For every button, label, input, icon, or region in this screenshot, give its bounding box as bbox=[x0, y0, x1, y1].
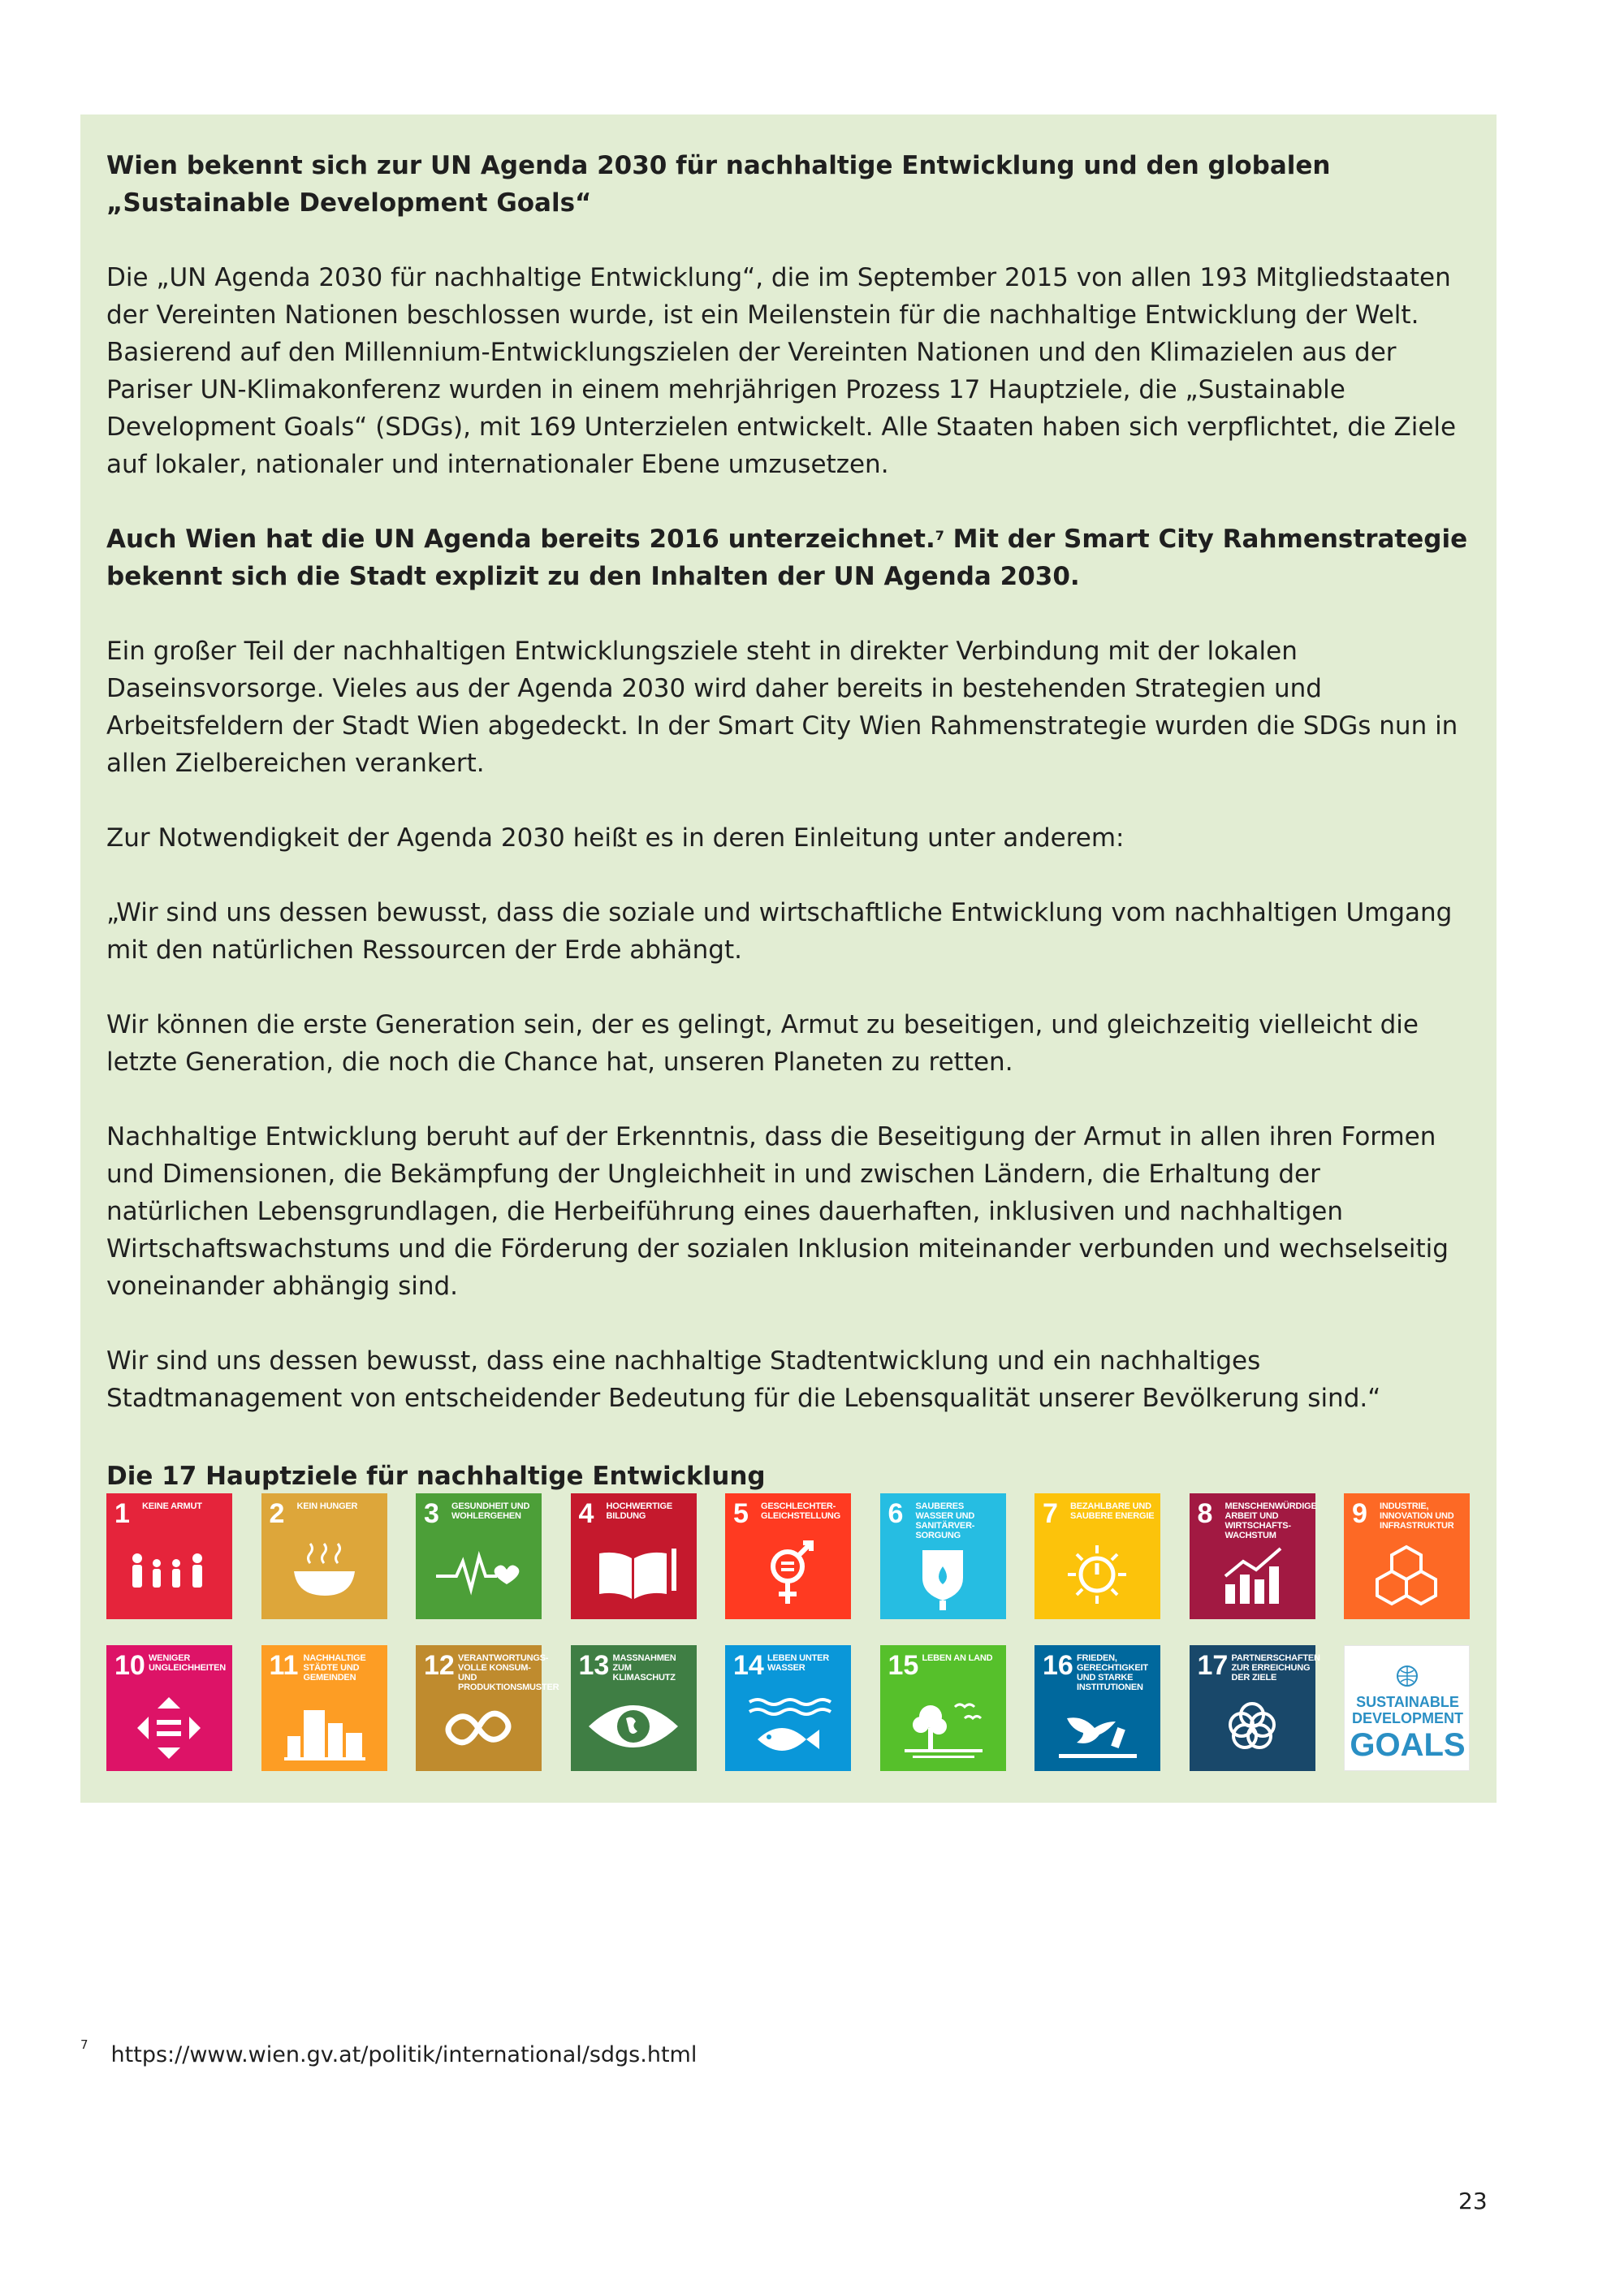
book-icon bbox=[571, 1534, 697, 1615]
sdg-label: LEBEN AN LAND bbox=[922, 1653, 993, 1663]
sdg-tile-16 bbox=[1034, 1645, 1160, 1771]
quote-paragraph-1: „Wir sind uns dessen bewusst, dass die soziale und wirtschaftliche Entwicklung vom nachhaltigen Umgang mit den natürlichen Ressourcen der Erde abhängt. bbox=[106, 898, 1453, 965]
sdg-label: MASSNAHMEN ZUM KLIMASCHUTZ bbox=[612, 1653, 676, 1683]
quote-paragraph-3: Nachhaltige Entwicklung beruht auf der Erkenntnis, dass die Beseitigung der Armut in allen ihren Formen und Dimensionen, die Bekämpfung der Ungleichheit in und zwischen Ländern, die Erhaltung der natürlichen Lebensgrundlagen, die Herbeiführung eines dauerhaften, inklusiven und nachhaltigen Wirtschaftswachstums und die Förderung der sozialen Inklusion miteinander verbunden und wechselseitig voneinander abhängig sind. bbox=[106, 1122, 1449, 1301]
box-heading: Wien bekennt sich zur UN Agenda 2030 für nachhaltige Entwicklung und den globalen „Sustainable Development Goals“ bbox=[106, 151, 1331, 218]
sdg-number: 17 bbox=[1197, 1650, 1229, 1681]
un-emblem-icon bbox=[1395, 1664, 1419, 1688]
footnote-link[interactable]: https://www.wien.gv.at/politik/international/sdgs.html bbox=[110, 2042, 698, 2067]
sdg-logo-word-development: DEVELOPMENT bbox=[1351, 1710, 1463, 1726]
sdg-label: MENSCHENWÜRDIGE ARBEIT UND WIRTSCHAFTS-WACHSTUM bbox=[1224, 1501, 1317, 1540]
gender-icon bbox=[725, 1534, 851, 1615]
sdg-tile-10 bbox=[106, 1645, 232, 1771]
sdg-tile-6 bbox=[880, 1493, 1006, 1619]
fish-icon bbox=[725, 1686, 851, 1767]
city-icon bbox=[261, 1686, 387, 1767]
sdg-label: GESUNDHEIT UND WOHLERGEHEN bbox=[451, 1501, 530, 1521]
sdg-label: NACHHALTIGE STÄDTE UND GEMEINDEN bbox=[303, 1653, 366, 1683]
sdg-tile-13 bbox=[571, 1645, 697, 1771]
sdg-number: 16 bbox=[1043, 1650, 1073, 1681]
sdg-tile-1 bbox=[106, 1493, 232, 1619]
sdg-number: 3 bbox=[424, 1498, 439, 1529]
sdg-label: KEIN HUNGER bbox=[296, 1501, 358, 1511]
sdg-label: FRIEDEN, GERECHTIGKEIT UND STARKE INSTITUTIONEN bbox=[1077, 1653, 1148, 1692]
sdg-grid bbox=[106, 1493, 1470, 1771]
sdg-logo-word-goals: GOALS bbox=[1350, 1727, 1466, 1763]
sun-power-icon bbox=[1034, 1534, 1160, 1615]
family-icon bbox=[106, 1534, 232, 1615]
sdg-label: LEBEN UNTER WASSER bbox=[767, 1653, 830, 1673]
sdg-tile-3 bbox=[416, 1493, 542, 1619]
sdg-tile-2 bbox=[261, 1493, 387, 1619]
quote-paragraph-4: Wir sind uns dessen bewusst, dass eine nachhaltige Stadtentwicklung und ein nachhaltiges Stadtmanagement von entscheidender Bedeutung für die Lebensqualität unserer Bevölkerung sind.“ bbox=[106, 1346, 1381, 1413]
heartbeat-icon bbox=[416, 1534, 542, 1615]
water-drop-icon bbox=[880, 1534, 1006, 1615]
paragraph-intro-quote: Zur Notwendigkeit der Agenda 2030 heißt es in deren Einleitung unter anderem: bbox=[106, 823, 1125, 853]
sdg-label: WENIGER UNGLEICHHEITEN bbox=[149, 1653, 226, 1673]
sdg-number: 13 bbox=[578, 1650, 610, 1681]
paragraph-vienna-signed bbox=[106, 521, 1471, 595]
sdg-number: 7 bbox=[1043, 1498, 1058, 1529]
sdg-label: GESCHLECHTER-GLEICHSTELLUNG bbox=[761, 1501, 841, 1521]
sdg-label: BEZAHLBARE UND SAUBERE ENERGIE bbox=[1070, 1501, 1155, 1521]
sdg-tile-9 bbox=[1344, 1493, 1470, 1619]
sdg-number: 1 bbox=[114, 1498, 130, 1529]
quote-paragraph-2: Wir können die erste Generation sein, der es gelingt, Armut zu beseitigen, und gleichzeitig vielleicht die letzte Generation, die noch die Chance hat, unseren Planeten zu retten. bbox=[106, 1010, 1419, 1077]
sdg-tile-17 bbox=[1190, 1645, 1320, 1771]
sdg-tile-14 bbox=[725, 1645, 851, 1771]
sdg-label: HOCHWERTIGE BILDUNG bbox=[606, 1501, 673, 1521]
dove-gavel-icon bbox=[1034, 1686, 1160, 1767]
sdg-number: 4 bbox=[578, 1498, 594, 1529]
sdg-tile-12 bbox=[416, 1645, 559, 1771]
sdg-tile-5 bbox=[725, 1493, 851, 1619]
sdg-tile-4 bbox=[571, 1493, 697, 1619]
bowl-icon bbox=[261, 1534, 387, 1615]
sdg-logo-tile bbox=[1344, 1645, 1470, 1771]
paragraph-daseinsvorsorge: Ein großer Teil der nachhaltigen Entwicklungsziele steht in direkter Verbindung mit der lokalen Daseinsvorsorge. Vieles aus der Agenda 2030 wird daher bereits in bestehenden Strategien und Arbeitsfeldern der Stadt Wien abgedeckt. In der Smart City Wien Rahmenstrategie wurden die SDGs nun in allen Zielbereichen verankert. bbox=[106, 637, 1458, 778]
sdg-tile-11 bbox=[261, 1645, 387, 1771]
sdg-number: 5 bbox=[733, 1498, 749, 1529]
sdg-label: KEINE ARMUT bbox=[142, 1501, 202, 1511]
sdg-number: 8 bbox=[1197, 1498, 1213, 1529]
sdg-label: VERANTWORTUNGS-VOLLE KONSUM- UND PRODUKTIONSMUSTER bbox=[458, 1653, 559, 1692]
sdg-tile-7 bbox=[1034, 1493, 1160, 1619]
infinity-icon bbox=[416, 1686, 542, 1767]
tree-birds-icon bbox=[880, 1686, 1006, 1767]
smart-city-text: Mit der Smart City Rahmenstrategie bekennt sich die Stadt explizit zu den Inhalten der UN Agenda 2030. bbox=[106, 525, 1468, 591]
equality-arrows-icon bbox=[106, 1686, 232, 1767]
sdg-grid-title: Die 17 Hauptziele für nachhaltige Entwicklung bbox=[106, 1462, 766, 1491]
sdg-number: 14 bbox=[733, 1650, 764, 1681]
sdg-tile-8 bbox=[1190, 1493, 1315, 1619]
sdg-logo-word-sustainable: SUSTAINABLE bbox=[1356, 1694, 1459, 1710]
paragraph-agenda: Die „UN Agenda 2030 für nachhaltige Entwicklung“, die im September 2015 von allen 193 Mitgliedstaaten der Vereinten Nationen beschlossen wurde, ist ein Meilenstein für die nachhaltige Entwicklung der Welt. Basierend auf den Millennium-Entwicklungszielen der Vereinten Nationen und den Klimazielen aus der Pariser UN-Klimakonferenz wurden in einem mehrjährigen Prozess 17 Hauptziele, die „Sustainable Development Goals“ (SDGs), mit 169 Unterzielen entwickelt. Alle Staaten haben sich verpflichtet, die Ziele auf lokaler, nationaler und internationaler Ebene umzusetzen. bbox=[106, 263, 1457, 479]
sdg-number: 6 bbox=[888, 1498, 904, 1529]
footnote-mark: 7 bbox=[80, 2037, 89, 2052]
sdg-label: INDUSTRIE, INNOVATION UND INFRASTRUKTUR bbox=[1380, 1501, 1454, 1531]
rings-icon bbox=[1190, 1686, 1315, 1767]
cubes-icon bbox=[1344, 1534, 1470, 1615]
sdg-number: 12 bbox=[424, 1650, 455, 1681]
sdg-number: 15 bbox=[888, 1650, 919, 1681]
footnote-ref[interactable]: 7 bbox=[935, 528, 944, 543]
sdg-number: 2 bbox=[269, 1498, 285, 1529]
vienna-signed-text: Auch Wien hat die UN Agenda bereits 2016 unterzeichnet. bbox=[106, 525, 935, 554]
sdg-number: 11 bbox=[269, 1650, 299, 1681]
sdg-label: SAUBERES WASSER UND SANITÄRVER-SORGUNG bbox=[915, 1501, 975, 1540]
footnote bbox=[80, 2036, 697, 2069]
sdg-label: PARTNERSCHAFTEN ZUR ERREICHUNG DER ZIELE bbox=[1231, 1653, 1320, 1683]
sdg-number: 9 bbox=[1352, 1498, 1367, 1529]
info-box bbox=[80, 114, 1497, 1803]
eye-globe-icon bbox=[571, 1686, 697, 1767]
page-number: 23 bbox=[1458, 2188, 1488, 2214]
growth-chart-icon bbox=[1190, 1534, 1315, 1615]
sdg-tile-15 bbox=[880, 1645, 1006, 1771]
sdg-number: 10 bbox=[114, 1650, 145, 1681]
